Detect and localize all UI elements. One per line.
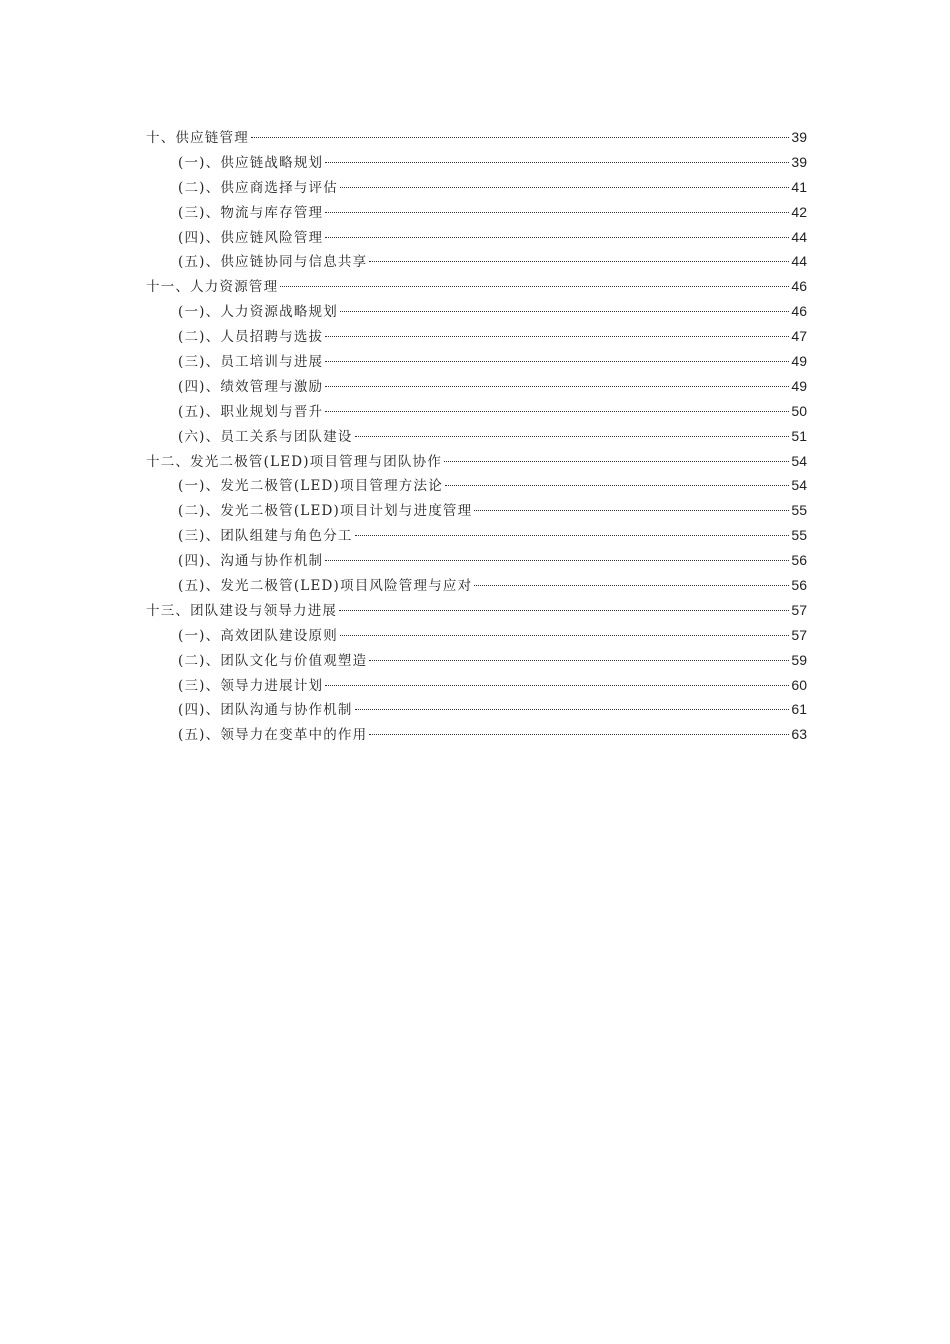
toc-dot-leader bbox=[445, 485, 790, 486]
toc-dot-leader bbox=[251, 137, 790, 138]
toc-section-entry[interactable] bbox=[146, 374, 807, 399]
toc-dot-leader bbox=[355, 709, 790, 710]
toc-dot-leader bbox=[369, 261, 789, 262]
toc-dot-leader bbox=[325, 361, 789, 362]
toc-page-number: 59 bbox=[791, 651, 807, 668]
toc-entry-title: (三)、物流与库存管理 bbox=[178, 204, 324, 221]
toc-page-number: 49 bbox=[791, 353, 807, 370]
toc-chapter-entry[interactable] bbox=[146, 274, 807, 299]
toc-entry-title: (六)、员工关系与团队建设 bbox=[178, 428, 353, 445]
toc-page-number: 51 bbox=[791, 427, 807, 444]
toc-section-entry[interactable] bbox=[146, 349, 807, 374]
toc-dot-leader bbox=[325, 411, 789, 412]
toc-page-number: 60 bbox=[791, 676, 807, 693]
toc-page-number: 49 bbox=[791, 377, 807, 394]
toc-entry-title: (四)、绩效管理与激励 bbox=[178, 378, 324, 395]
toc-section-entry[interactable] bbox=[146, 573, 807, 598]
toc-section-entry[interactable] bbox=[146, 399, 807, 424]
table-of-contents bbox=[146, 125, 807, 747]
toc-dot-leader bbox=[474, 510, 789, 511]
toc-page-number: 44 bbox=[791, 253, 807, 270]
toc-section-entry[interactable] bbox=[146, 648, 807, 673]
toc-dot-leader bbox=[325, 386, 789, 387]
toc-section-entry[interactable] bbox=[146, 498, 807, 523]
toc-dot-leader bbox=[325, 336, 789, 337]
toc-section-entry[interactable] bbox=[146, 299, 807, 324]
toc-entry-title: (一)、供应链战略规划 bbox=[178, 154, 324, 171]
toc-page-number: 47 bbox=[791, 328, 807, 345]
toc-entry-title: 十一、人力资源管理 bbox=[146, 279, 279, 296]
toc-section-entry[interactable] bbox=[146, 175, 807, 200]
toc-chapter-entry[interactable] bbox=[146, 449, 807, 474]
toc-dot-leader bbox=[325, 560, 789, 561]
toc-entry-title: (一)、发光二极管(LED)项目管理方法论 bbox=[178, 478, 443, 495]
toc-dot-leader bbox=[474, 585, 789, 586]
toc-entry-title: (五)、职业规划与晋升 bbox=[178, 403, 324, 420]
toc-section-entry[interactable] bbox=[146, 523, 807, 548]
toc-page-number: 39 bbox=[791, 129, 807, 145]
toc-entry-title: (三)、团队组建与角色分工 bbox=[178, 528, 353, 545]
toc-entry-title: (一)、人力资源战略规划 bbox=[178, 304, 338, 321]
toc-entry-title: (四)、供应链风险管理 bbox=[178, 229, 324, 246]
toc-section-entry[interactable] bbox=[146, 548, 807, 573]
toc-entry-title: (二)、发光二极管(LED)项目计划与进度管理 bbox=[178, 503, 473, 520]
toc-section-entry[interactable] bbox=[146, 722, 807, 747]
toc-entry-title: (二)、团队文化与价值观塑造 bbox=[178, 652, 368, 669]
toc-dot-leader bbox=[325, 162, 789, 163]
toc-dot-leader bbox=[339, 610, 789, 611]
toc-entry-title: 十、供应链管理 bbox=[146, 130, 249, 146]
toc-dot-leader bbox=[325, 237, 789, 238]
toc-chapter-entry[interactable] bbox=[146, 125, 807, 150]
toc-entry-title: (三)、领导力进展计划 bbox=[178, 677, 324, 694]
toc-page-number: 46 bbox=[791, 303, 807, 320]
toc-entry-title: (五)、发光二极管(LED)项目风险管理与应对 bbox=[178, 578, 473, 595]
toc-section-entry[interactable] bbox=[146, 150, 807, 175]
toc-dot-leader bbox=[325, 212, 789, 213]
toc-dot-leader bbox=[325, 685, 789, 686]
toc-entry-title: (五)、供应链协同与信息共享 bbox=[178, 254, 368, 271]
toc-entry-title: (三)、员工培训与进展 bbox=[178, 354, 324, 371]
toc-dot-leader bbox=[340, 187, 789, 188]
toc-section-entry[interactable] bbox=[146, 225, 807, 250]
toc-page-number: 55 bbox=[791, 502, 807, 519]
toc-page-number: 42 bbox=[791, 203, 807, 220]
toc-section-entry[interactable] bbox=[146, 473, 807, 498]
toc-entry-title: 十三、团队建设与领导力进展 bbox=[146, 602, 338, 619]
toc-section-entry[interactable] bbox=[146, 424, 807, 449]
toc-dot-leader bbox=[369, 660, 789, 661]
toc-chapter-entry[interactable] bbox=[146, 598, 807, 623]
toc-section-entry[interactable] bbox=[146, 697, 807, 722]
toc-dot-leader bbox=[280, 286, 789, 287]
toc-page-number: 41 bbox=[791, 178, 807, 195]
toc-dot-leader bbox=[369, 734, 789, 735]
toc-section-entry[interactable] bbox=[146, 673, 807, 698]
toc-section-entry[interactable] bbox=[146, 249, 807, 274]
toc-page-number: 63 bbox=[791, 726, 807, 743]
toc-section-entry[interactable] bbox=[146, 324, 807, 349]
toc-entry-title: (一)、高效团队建设原则 bbox=[178, 627, 338, 644]
toc-entry-title: (二)、供应商选择与评估 bbox=[178, 179, 338, 196]
toc-dot-leader bbox=[340, 635, 789, 636]
toc-dot-leader bbox=[355, 436, 790, 437]
toc-page-number: 54 bbox=[791, 477, 807, 494]
toc-page-number: 55 bbox=[791, 527, 807, 544]
toc-entry-title: (二)、人员招聘与选拔 bbox=[178, 329, 324, 346]
toc-page-number: 44 bbox=[791, 228, 807, 245]
toc-entry-title: (五)、领导力在变革中的作用 bbox=[178, 727, 368, 744]
toc-dot-leader bbox=[340, 311, 789, 312]
toc-section-entry[interactable] bbox=[146, 200, 807, 225]
toc-page-number: 46 bbox=[791, 278, 807, 295]
toc-page-number: 61 bbox=[791, 701, 807, 718]
toc-entry-title: (四)、团队沟通与协作机制 bbox=[178, 702, 353, 719]
toc-page-number: 56 bbox=[791, 552, 807, 569]
toc-page-number: 57 bbox=[791, 626, 807, 643]
toc-page-number: 39 bbox=[791, 153, 807, 170]
toc-dot-leader bbox=[355, 535, 790, 536]
toc-page-number: 57 bbox=[791, 601, 807, 618]
toc-page-number: 50 bbox=[791, 402, 807, 419]
toc-section-entry[interactable] bbox=[146, 623, 807, 648]
toc-entry-title: (四)、沟通与协作机制 bbox=[178, 553, 324, 570]
toc-dot-leader bbox=[444, 461, 789, 462]
toc-page-number: 54 bbox=[791, 452, 807, 469]
toc-entry-title: 十二、发光二极管(LED)项目管理与团队协作 bbox=[146, 453, 443, 470]
toc-page-number: 56 bbox=[791, 577, 807, 594]
